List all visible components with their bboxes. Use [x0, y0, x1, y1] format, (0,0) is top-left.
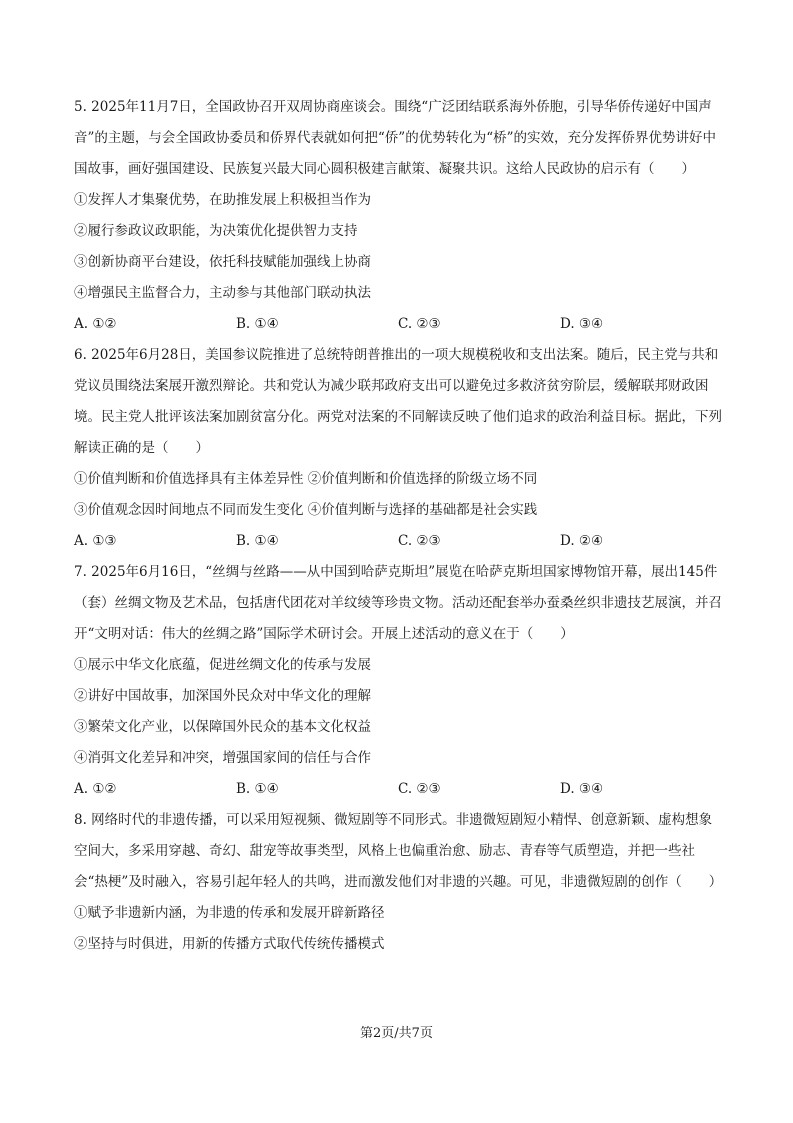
- choice-item: ③价值观念因时间地点不同而发生变化 ④价值判断与选择的基础都是社会实践: [74, 502, 538, 518]
- choice-item: ①赋予非遗新内涵，为非遗的传承和发展开辟新路径: [74, 905, 385, 921]
- option-d: D. ③④: [560, 316, 604, 332]
- choice-item: ①展示中华文化底蕴，促进丝绸文化的传承与发展: [74, 657, 371, 673]
- choice-item: ②讲好中国故事，加深国外民众对中华文化的理解: [74, 688, 371, 704]
- question-7: [74, 557, 724, 805]
- question-stem: 5. 2025年11月7日，全国政协召开双周协商座谈会。围绕“广泛团结联系海外侨胞，引导华侨传递好中国声音”的主题，与会全国政协委员和侨界代表就如何把“侨”的优势转化为“桥”的实效，充分发挥侨界优势讲好中国故事，画好强国建设、民族复兴最大同心圆积极建言献策、凝聚共识。这给人民政协的启示有（ ）: [74, 99, 717, 177]
- choice-item: ④增强民主监督合力，主动参与其他部门联动执法: [74, 285, 371, 301]
- option-b: B. ①④: [236, 533, 279, 549]
- choice-item: ①发挥人才集聚优势，在助推发展上积极担当作为: [74, 192, 371, 208]
- choice-item: ②坚持与时俱进，用新的传播方式取代传统传播模式: [74, 936, 385, 952]
- option-b: B. ①④: [236, 781, 279, 797]
- answer-options: [74, 526, 724, 557]
- option-b: B. ①④: [236, 316, 279, 332]
- question-5: [74, 92, 724, 340]
- choice-item: ④消弭文化差异和冲突，增强国家间的信任与合作: [74, 750, 371, 766]
- option-a: A. ①②: [74, 781, 117, 797]
- question-stem: 8. 网络时代的非遗传播，可以采用短视频、微短剧等不同形式。非遗微短剧短小精悍、创意新颖、虚构想象空间大，多采用穿越、奇幻、甜宠等故事类型，风格上也偏重治愈、励志、青春等气质塑造，并把一些社会“热梗”及时融入，容易引起年轻人的共鸣，进而激发他们对非遗的兴趣。可见，非遗微短剧的创作（ ）: [74, 812, 723, 890]
- choice-item: ②履行参政议政职能，为决策优化提供智力支持: [74, 223, 358, 239]
- question-8: [74, 805, 724, 960]
- option-a: A. ①③: [74, 533, 117, 549]
- choice-item: ①价值判断和价值选择具有主体差异性 ②价值判断和价值选择的阶级立场不同: [74, 471, 538, 487]
- option-d: D. ②④: [560, 533, 604, 549]
- answer-options: [74, 774, 724, 805]
- option-a: A. ①②: [74, 316, 117, 332]
- option-d: D. ③④: [560, 781, 604, 797]
- option-c: C. ②③: [398, 781, 441, 797]
- choice-item: ③繁荣文化产业，以保障国外民众的基本文化权益: [74, 719, 371, 735]
- question-6: [74, 340, 724, 557]
- option-c: C. ②③: [398, 316, 441, 332]
- answer-options: [74, 309, 724, 340]
- option-c: C. ②③: [398, 533, 441, 549]
- question-stem: 7. 2025年6月16日，“丝绸与丝路——从中国到哈萨克斯坦”展览在哈萨克斯坦国家博物馆开幕，展出145件（套）丝绸文物及艺术品，包括唐代团花对羊纹绫等珍贵文物。活动还配套举办蚕桑丝织非遗技艺展演，并召开“文明对话：伟大的丝绸之路”国际学术研讨会。开展上述活动的意义在于（ ）: [74, 564, 722, 642]
- choice-item: ③创新协商平台建设，依托科技赋能加强线上协商: [74, 254, 371, 270]
- page-number: 第2页/共7页: [360, 1026, 433, 1041]
- question-list: [74, 92, 724, 960]
- question-stem: 6. 2025年6月28日，美国参议院推进了总统特朗普推出的一项大规模税收和支出法案。随后，民主党与共和党议员围绕法案展开激烈辩论。共和党认为减少联邦政府支出可以避免过多救济贫穷阶层，缓解联邦财政困境。民主党人批评该法案加剧贫富分化。两党对法案的不同解读反映了他们追求的政治利益目标。据此，下列解读正确的是（ ）: [74, 347, 722, 456]
